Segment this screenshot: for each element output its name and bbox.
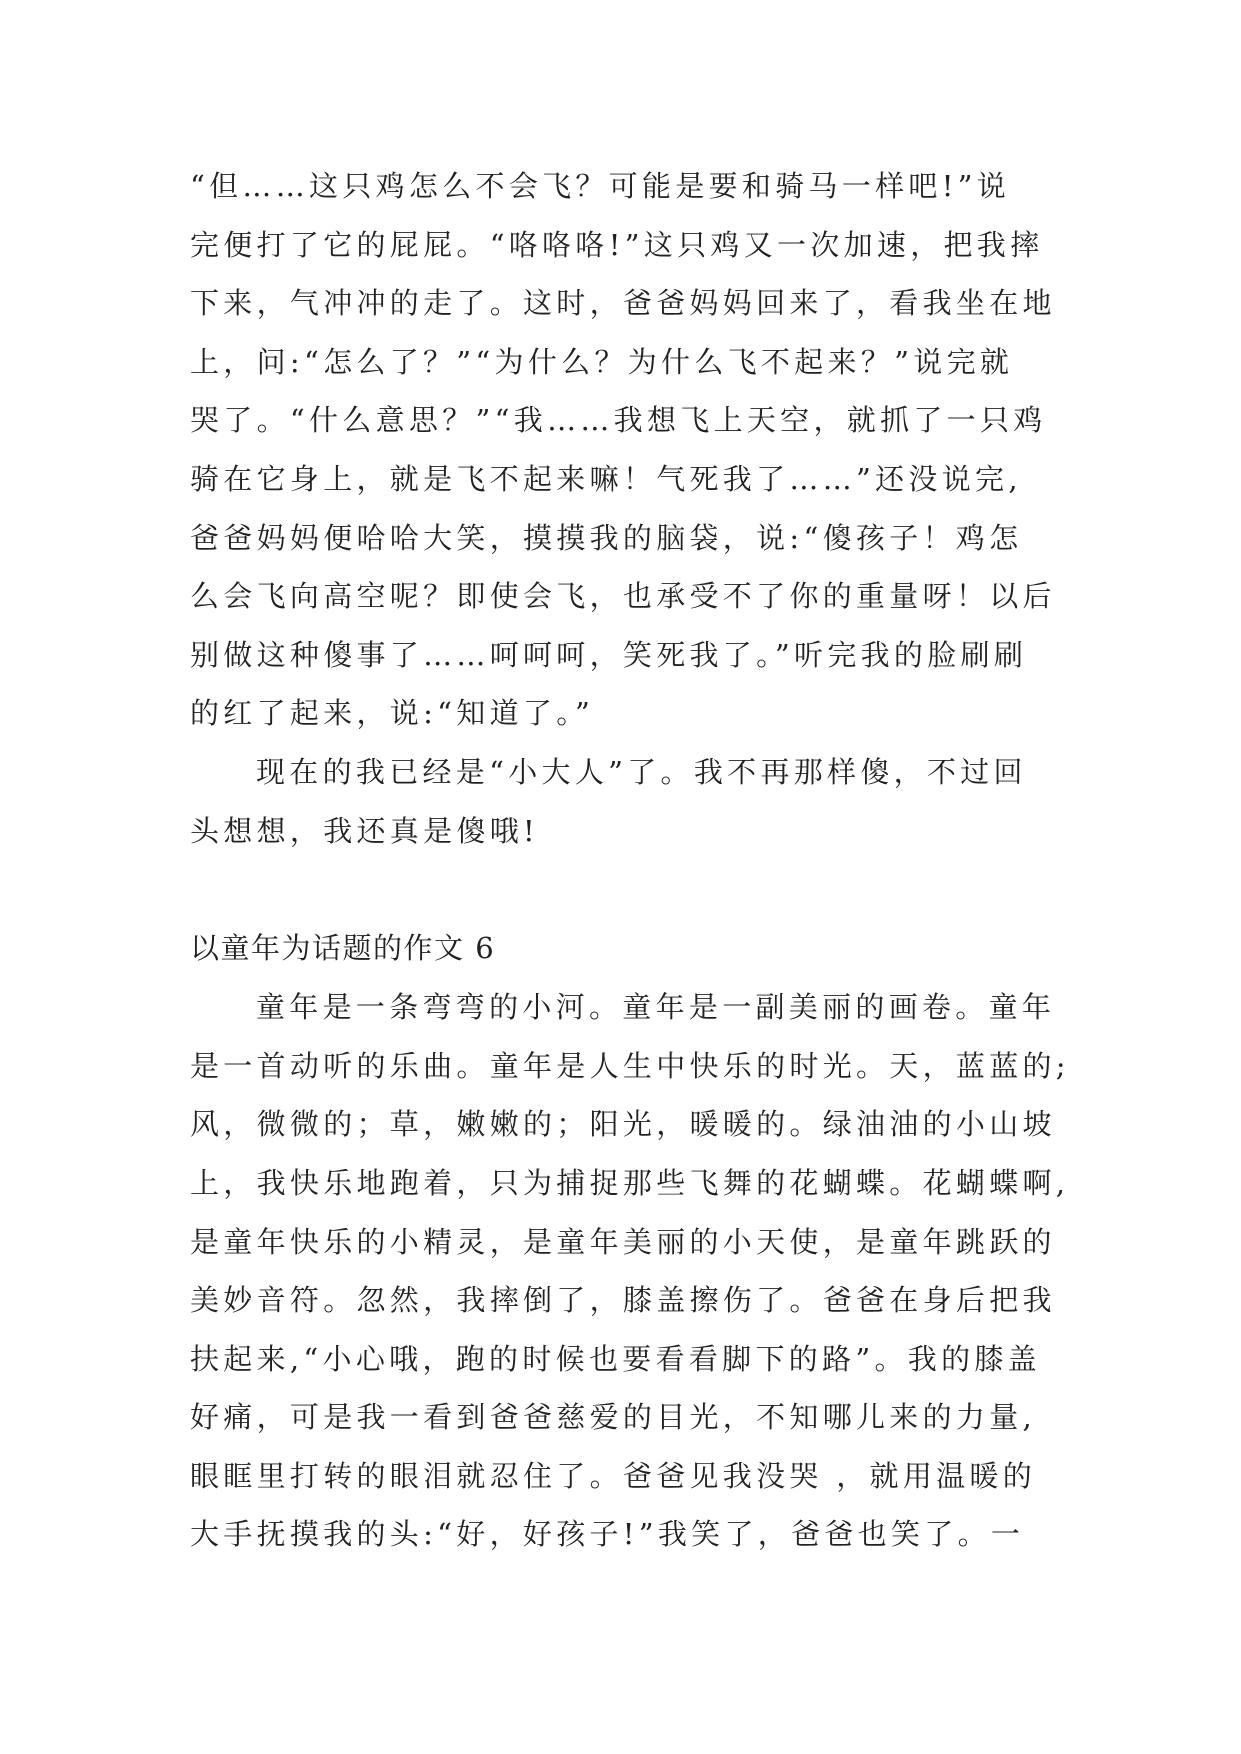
paragraph-ending [190, 743, 1052, 860]
text-line: 别做这种傻事了……呵呵呵，笑死我了。”听完我的脸刷刷 [190, 637, 1028, 672]
section-gap [190, 860, 1052, 918]
text-line: 完便打了它的屁屁。“咯咯咯!”这只鸡又一次加速，把我摔 [190, 227, 1044, 262]
text-line: 美妙音符。忽然，我摔倒了，膝盖擦伤了。爸爸在身后把我 [190, 1283, 1056, 1318]
text-line: 么会飞向高空呢？即使会飞，也承受不了你的重量呀！以后 [190, 579, 1056, 614]
text-line: 童年是一条弯弯的小河。童年是一副美丽的画卷。童年 [256, 990, 1056, 1025]
text-line: 的红了起来，说:“知道了。” [190, 696, 595, 731]
text-line: 下来，气冲冲的走了。这时，爸爸妈妈回来了，看我坐在地 [190, 286, 1056, 321]
text-line: 爸爸妈妈便哈哈大笑，摸摸我的脑袋，说:“傻孩子！鸡怎 [190, 520, 1023, 555]
text-line: 扶起来,“小心哦，跑的时候也要看看脚下的路”。我的膝盖 [190, 1341, 1041, 1376]
text-line: 风，微微的；草，嫩嫩的；阳光，暖暖的。绿油油的小山坡 [190, 1107, 1056, 1142]
text-line: 眼眶里打转的眼泪就忍住了。爸爸见我没哭 ，就用温暖的 [190, 1458, 1037, 1493]
paragraph-continued [190, 157, 1056, 743]
document-body [190, 157, 1070, 1564]
paragraph-new [190, 978, 1070, 1564]
text-line: 大手抚摸我的头:“好，好孩子!”我笑了，爸爸也笑了。一 [190, 1517, 1025, 1552]
section-title: 以童年为话题的作文 6 [190, 931, 496, 966]
text-line: 上，我快乐地跑着，只为捕捉那些飞舞的花蝴蝶。花蝴蝶啊, [190, 1165, 1070, 1200]
text-line: 骑在它身上，就是飞不起来嘛！气死我了……”还没说完, [190, 461, 1022, 496]
text-line: 哭了。“什么意思？”“我……我想飞上天空，就抓了一只鸡 [190, 403, 1047, 438]
text-line: 是一首动听的乐曲。童年是人生中快乐的时光。天，蓝蓝的; [190, 1048, 1070, 1083]
text-line: 现在的我已经是“小大人”了。我不再那样傻，不过回 [256, 754, 1027, 789]
text-line: 头想想，我还真是傻哦! [190, 813, 539, 848]
text-line: 上，问:“怎么了？”“为什么？为什么飞不起来？”说完就 [190, 344, 1014, 379]
text-line: 是童年快乐的小精灵，是童年美丽的小天使，是童年跳跃的 [190, 1224, 1056, 1259]
text-line: “但……这只鸡怎么不会飞？可能是要和骑马一样吧!”说 [190, 169, 1011, 203]
text-line: 好痛，可是我一看到爸爸慈爱的目光，不知哪儿来的力量, [190, 1400, 1037, 1435]
